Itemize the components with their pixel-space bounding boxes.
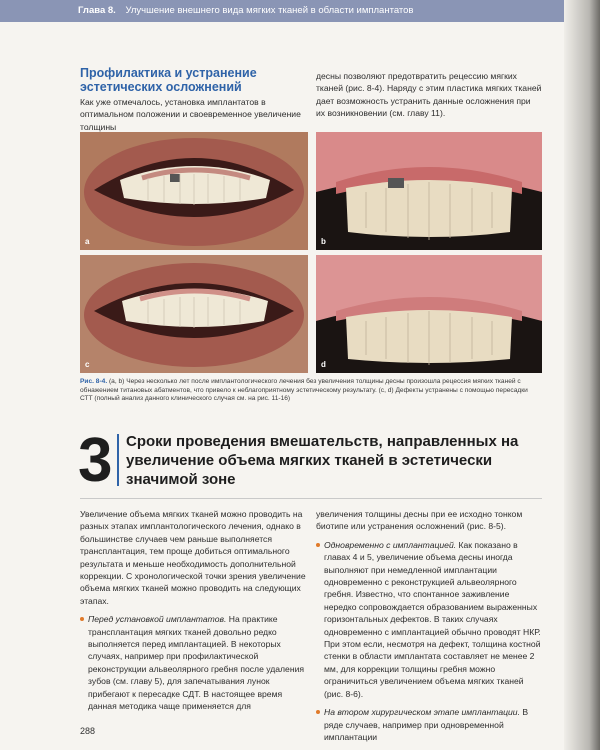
section-heading: Профилактика и устранение эстетических осложнений <box>80 66 257 94</box>
bullet-item <box>316 539 542 700</box>
chapter-title: Улучшение внешнего вида мягких тканей в области имплантатов <box>125 5 414 16</box>
running-header <box>0 0 566 22</box>
section-left-text: Как уже отмечалось, установка имплантатов в оптимальном положении и своевременное увеличение толщины <box>80 97 301 132</box>
photo-a <box>80 132 308 250</box>
bullet-item <box>316 706 542 743</box>
body-right-column <box>316 508 542 749</box>
bullet-lead: Одновременно с имплантацией. <box>324 539 457 550</box>
bullet-lead: На втором хирургическом этапе имплантации. <box>324 707 520 718</box>
page-number: 288 <box>80 726 96 736</box>
smile-photo-a <box>80 132 308 250</box>
photo-label: b <box>321 237 326 246</box>
body-paragraph: Увеличение объема мягких тканей можно проводить на разных этапах имплантологического лечения, однако в большинстве случаев чем раньше выполняется трансплантация, тем проще добиться оптимального результата и меньше необходимость дополнительной коррекции. С хронологической точки зрения увеличение объема мягких тканей можно проводить на следующих этапах. <box>80 509 306 606</box>
photo-label: a <box>85 237 90 246</box>
section-right-text: десны позволяют предотвратить рецессию мягких тканей (рис. 8-4). Наряду с этим пластика мягких тканей дает возможность устранить данные осложнения при их возникновении (см. главу 11). <box>316 71 542 119</box>
body-paragraph: увеличения толщины десны при ее исходно тонком биотипе или устранения осложнений (рис. 8-5). <box>316 509 523 532</box>
chapter-label: Глава 8. <box>78 5 116 16</box>
figure-caption <box>80 378 542 404</box>
horizontal-rule <box>80 498 542 499</box>
photo-label: c <box>85 360 90 369</box>
photo-label: d <box>321 360 326 369</box>
photo-b <box>316 132 542 250</box>
closeup-photo-b <box>316 132 542 250</box>
photo-c <box>80 255 308 373</box>
bullet-lead: Перед установкой имплантатов. <box>88 614 227 625</box>
section-main-title: Сроки проведения вмешательств, направленных на увеличение объема мягких тканей в эстетически значимой зоне <box>126 433 519 488</box>
photo-d <box>316 255 542 373</box>
section-number: 3 <box>78 426 113 495</box>
figure-number: Рис. 8-4. <box>80 378 108 385</box>
closeup-photo-d <box>316 255 542 373</box>
bullet-text: На практике трансплантация мягких тканей довольно редко выполняется перед имплантацией. В некоторых случаях, например при профилактической реконструкции альвеолярного гребня после удаления зубов (см. главу 5), для запечатывания лунок прибегают к пересадке СДТ. В настоящее время данная методика чаще применяется для <box>88 614 305 712</box>
bullet-text: Как показано в главах 4 и 5, увеличение объема десны иногда выполняют при немедленной имплантации одновременно с реконструкцией альвеолярного гребня. Известно, что спонтанное заживление нередко сопровождается образованием выраженных горизонтальных дефектов. В таких случаях одновременно с имплантацией обычно проводят НКР. При этом если, несмотря на дефект, толщина костной стенки в области имплантата составляет не менее 2 мм, для коррекции толщины гребня можно ограничиться увеличением объема мягких тканей (рис. 8-6). <box>324 539 541 699</box>
figure-caption-text: (a, b) Через несколько лет после имплантологического лечения без увеличения толщины десны произошла рецессия мягких тканей с обнажением титановых абатментов, что привело к неблагоприятному эстетическому результату. (c, d) Дефекты устранены с помощью пересадки СТТ (полный анализ данного клинического случая см. на рис. 11-16) <box>80 378 528 403</box>
smile-photo-c <box>80 255 308 373</box>
page-edge-shadow <box>564 0 600 750</box>
bullet-text: В ряде случаев, например при одновременной имплантации <box>324 707 529 742</box>
body-left-column <box>80 508 306 719</box>
bullet-item <box>80 613 306 712</box>
section-divider-bar <box>117 434 119 486</box>
